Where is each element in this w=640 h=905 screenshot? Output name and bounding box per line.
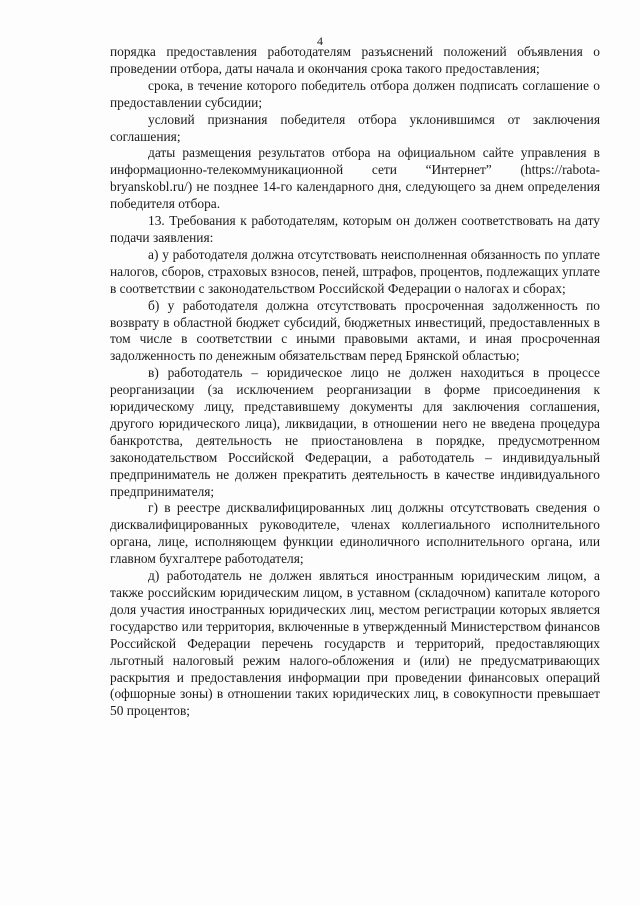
document-body [110,44,600,720]
paragraph-9: г) в реестре дисквалифицированных лиц должны отсутствовать сведения о дисквалифицированных руководителе, членах коллегиального исполнительного органа, лице, исполняющем функции единоличного исполнительного органа, или главном бухгалтере работодателя; [110,500,600,567]
paragraph-1: порядка предоставления работодателям разъяснений положений объявления о проведении отбора, даты начала и окончания срока такого предоставления; [110,44,600,76]
paragraph-4: даты размещения результатов отбора на официальном сайте управления в информационно-телекоммуникационной сети “Интернет” (https://rabota-bryanskobl.ru/) не позднее 14-го календарного дня, следующего за днем определения победителя отбора. [110,145,600,212]
paragraph-7: б) у работодателя должна отсутствовать просроченная задолженность по возврату в областной бюджет субсидий, бюджетных инвестиций, предоставленных в том числе в соответствии с иными правовыми актами, и иная просроченная задолженность по денежным обязательствам перед Брянской областью; [110,297,600,364]
paragraph-8: в) работодатель – юридическое лицо не должен находиться в процессе реорганизации (за исключением реорганизации в форме присоединения к юридическому лицу, представившему документы для заключения соглашения, другого юридического лица), ликвидации, в отношении него не введена процедура банкротства, деятельность не приостановлена в порядке, предусмотренном законодательством Российской Федерации, а работодатель – индивидуальный предприниматель не должен прекратить деятельность в качестве индивидуального предпринимателя; [110,365,600,499]
paragraph-6: а) у работодателя должна отсутствовать неисполненная обязанность по уплате налогов, сборов, страховых взносов, пеней, штрафов, процентов, подлежащих уплате в соответствии с законодательством Российской Федерации о налогах и сборах; [110,246,600,296]
paragraph-2: срока, в течение которого победитель отбора должен подписать соглашение о предоставлении субсидии; [110,77,600,110]
paragraph-3: условий признания победителя отбора уклонившимся от заключения соглашения; [110,111,600,144]
paragraph-10: д) работодатель не должен являться иностранным юридическим лицом, а также российским юридическим лицом, в уставном (складочном) капитале которого доля участия иностранных юридических лиц, местом регистрации которых является государство или территория, включенные в утвержденный Министерством финансов Российской Федерации перечень государств и территорий, предоставляющих льготный налоговый режим налого-обложения и (или) не предусматривающих раскрытия и предоставления информации при проведении финансовых операций (офшорные зоны) в отношении таких юридических лиц, в совокупности превышает 50 процентов; [110,568,600,719]
page-number: 4 [317,34,323,48]
paragraph-5: 13. Требования к работодателям, которым он должен соответствовать на дату подачи заявления: [110,213,600,245]
